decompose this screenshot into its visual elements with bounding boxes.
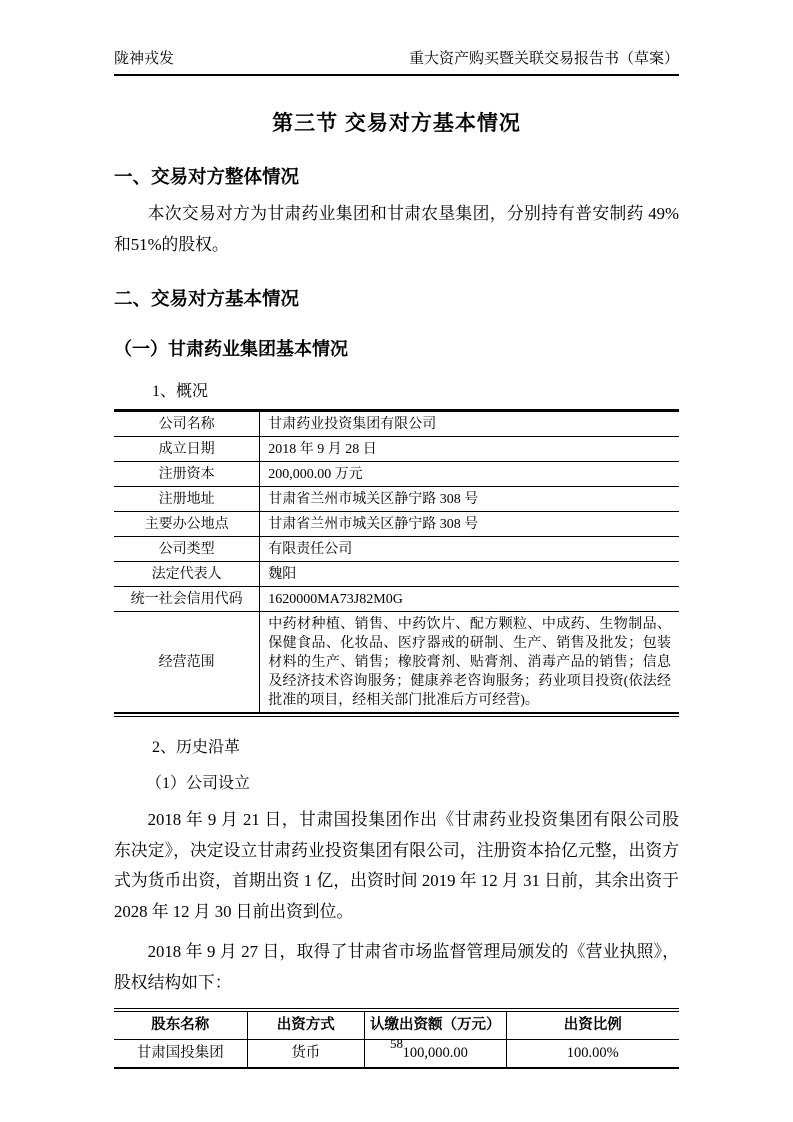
table-cell: 100,000.00 — [365, 1040, 506, 1069]
row-label: 成立日期 — [114, 437, 260, 462]
row-value: 中药材种植、销售、中药饮片、配方颗粒、中成药、生物制品、保健食品、化妆品、医疗器戒的研制、生产、销售及批发；包装材料的生产、销售；橡胶膏剂、贴膏剂、消毒产品的销售；信息及经济技术咨询服务；健康养老咨询服务；药业项目投资(依法经批准的项目，经相关部门批准后方可经营)。 — [260, 612, 679, 714]
table-row — [114, 487, 679, 512]
table-row — [114, 512, 679, 537]
table-cell: 货币 — [247, 1040, 365, 1069]
page-header — [114, 0, 679, 76]
section-1-heading: 一、交易对方整体情况 — [114, 166, 300, 187]
row-value: 甘肃药业投资集团有限公司 — [260, 411, 679, 437]
row-value: 甘肃省兰州市城关区静宁路 308 号 — [260, 512, 679, 537]
table-row — [114, 562, 679, 587]
establishment-paragraph: 2018 年 9 月 21 日，甘肃国投集团作出《甘肃药业投资集团有限公司股东决定》，决定设立甘肃药业投资集团有限公司，注册资本拾亿元整，出资方式为货币出资，首期出资 1 亿，出资时间 2019 年 12 月 31 日前，其余出资于 2028 年 12 月 30 日前出资到位。 — [114, 810, 679, 921]
row-label: 主要办公地点 — [114, 512, 260, 537]
row-value: 魏阳 — [260, 562, 679, 587]
license-paragraph: 2018 年 9 月 27 日，取得了甘肃省市场监督管理局颁发的《营业执照》，股权结构如下： — [114, 942, 679, 992]
table-cell: 100.00% — [506, 1040, 679, 1069]
row-label: 统一社会信用代码 — [114, 587, 260, 612]
column-header: 认缴出资额（万元） — [365, 1012, 506, 1040]
table-row — [114, 437, 679, 462]
subsection-1-heading: （一）甘肃药业集团基本情况 — [114, 339, 348, 359]
table-row — [114, 612, 679, 714]
row-value: 200,000.00 万元 — [260, 462, 679, 487]
column-header: 出资比例 — [506, 1012, 679, 1040]
page-number: 58 — [390, 1036, 403, 1051]
section-2-heading: 二、交易对方基本情况 — [114, 288, 300, 309]
column-header: 股东名称 — [114, 1012, 247, 1040]
table-cell: 甘肃国投集团 — [136, 1045, 224, 1061]
table-row — [114, 462, 679, 487]
item-1-label: 1、概况 — [152, 383, 209, 400]
page-title: 第三节 交易对方基本情况 — [272, 112, 521, 135]
row-label: 注册地址 — [114, 487, 260, 512]
row-label: 经营范围 — [114, 612, 260, 714]
row-value: 2018 年 9 月 28 日 — [260, 437, 679, 462]
table-row — [114, 587, 679, 612]
row-label: 公司名称 — [114, 411, 260, 437]
page-content — [114, 110, 679, 1069]
table-row — [114, 411, 679, 437]
row-value: 1620000MA73J82M0G — [260, 587, 679, 612]
overview-table — [114, 409, 679, 717]
header-left-text: 陇神戎发 — [114, 51, 175, 67]
item-2-label: 2、历史沿革 — [152, 739, 241, 756]
section-1-paragraph: 本次交易对方为甘肃药业集团和甘肃农垦集团，分别持有普安制药 49%和51%的股权。 — [114, 204, 679, 254]
table-row — [114, 537, 679, 562]
row-label: 法定代表人 — [114, 562, 260, 587]
row-value: 甘肃省兰州市城关区静宁路 308 号 — [260, 487, 679, 512]
row-label: 公司类型 — [114, 537, 260, 562]
item-2-sub-label: （1）公司设立 — [146, 775, 251, 792]
row-value: 有限责任公司 — [260, 537, 679, 562]
row-label: 注册资本 — [114, 462, 260, 487]
header-right-text: 重大资产购买暨关联交易报告书（草案） — [408, 51, 679, 67]
column-header: 出资方式 — [247, 1012, 365, 1040]
